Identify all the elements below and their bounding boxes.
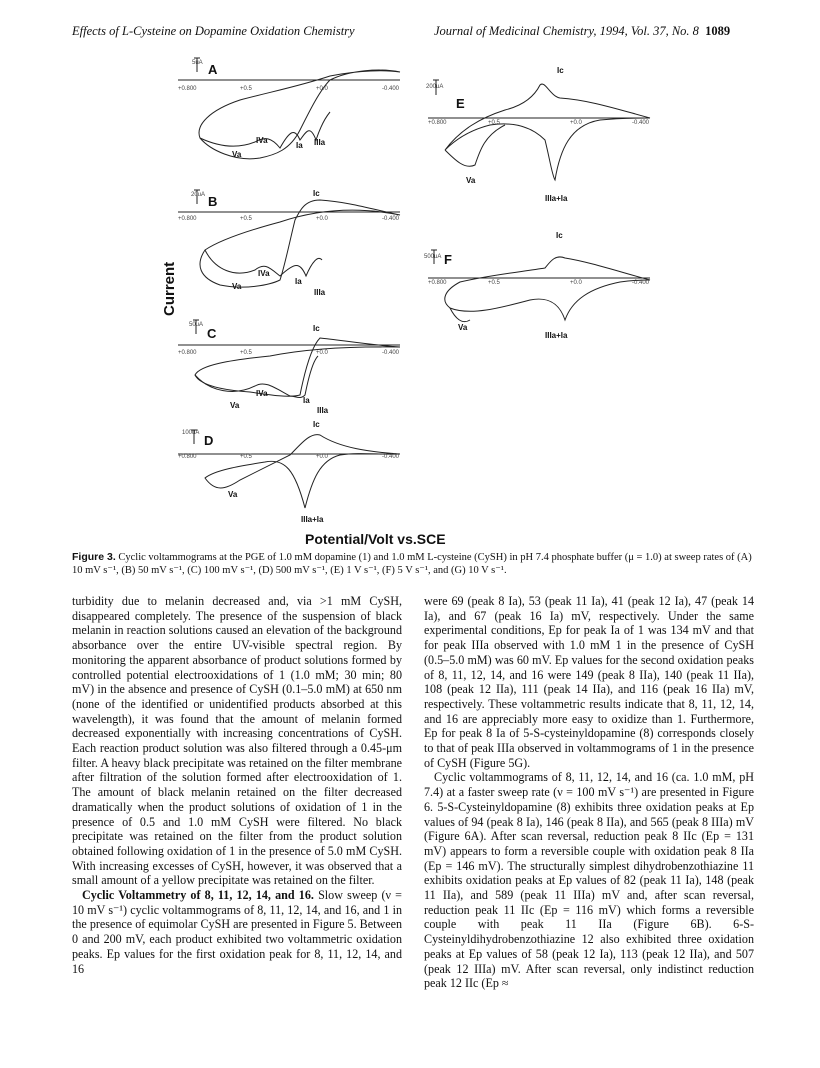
svg-text:C: C (207, 326, 217, 341)
svg-text:+0.0: +0.0 (316, 86, 328, 92)
svg-text:20uA: 20uA (191, 192, 206, 198)
svg-text:Ic: Ic (313, 189, 320, 198)
svg-text:IIIa: IIIa (317, 406, 329, 415)
x-axis-label: Potential/Volt vs.SCE (305, 531, 446, 547)
paragraph: turbidity due to melanin decreased and, via >1 mM CySH, disappeared completely. The presence of the suspension of black melanin in reaction solutions caused an elevation of the background absorbance over the entire UV-visible spectral region. By monitoring the apparent absorbance of product solutions formed by controlled potential electrooxidations of 1 (1.0 mM; 30 min; 80 mV) in the absence and presence of CySH (0.1–5.0 mM) at 650 nm (none of the identified or unidentified products absorbed at this wavelength), it was found that the amount of melanin formed decreased exponentially with increasing concentrations of CySH. Each reaction product solution was also filtered through a 0.45-μm filter. A heavy black precipitate was retained on the filter membrane after filtration of the solution formed after electrooxidation of 1. The amount of black melanin retained on the filter decreased dramatically when the product solutions of oxidation of 1 in the presence of 0.5 and 1.0 mM CySH were filtered. No black precipitate was retained on the filter from the product solution obtained following oxidation of 1 in the presence of 5.0 mM CySH. With increasing excesses of CySH, however, it was observed that a small amount of a yellow precipitate was retained on the filter. (72, 594, 402, 888)
svg-text:IIIa: IIIa (314, 288, 326, 297)
svg-text:+0.0: +0.0 (316, 454, 328, 460)
svg-text:+0.800: +0.800 (428, 120, 447, 126)
body-column-right (424, 594, 754, 991)
svg-text:+0.800: +0.800 (178, 216, 197, 222)
svg-text:+0.800: +0.800 (178, 454, 197, 460)
svg-text:Va: Va (458, 323, 468, 332)
svg-text:+0.5: +0.5 (240, 86, 252, 92)
svg-text:+0.0: +0.0 (316, 350, 328, 356)
running-title: Effects of L-Cysteine on Dopamine Oxidation Chemistry (72, 24, 355, 38)
svg-text:+0.0: +0.0 (570, 120, 582, 126)
svg-text:+0.0: +0.0 (570, 280, 582, 286)
figure-caption: Figure 3. Cyclic voltammograms at the PGE of 1.0 mM dopamine (1) and 1.0 mM L-cysteine (CySH) in pH 7.4 phosphate buffer (μ = 1.0) at sweep rates of (A) 10 mV s⁻¹, (B) 50 mV s⁻¹, (C) 100 mV s⁻¹, (D) 500 mV s⁻¹, (E) 1 V s⁻¹, (F) 5 V s⁻¹, and (G) 10 V s⁻¹. (72, 551, 752, 576)
svg-text:500uA: 500uA (424, 254, 442, 260)
svg-text:F: F (444, 252, 452, 267)
panel-C (178, 338, 400, 398)
svg-text:-0.400: -0.400 (382, 454, 400, 460)
svg-text:Va: Va (466, 176, 476, 185)
svg-text:-0.400: -0.400 (632, 120, 650, 126)
svg-text:Va: Va (228, 490, 238, 499)
svg-text:IIIa+Ia: IIIa+Ia (545, 331, 568, 340)
paragraph: Cyclic Voltammetry of 8, 11, 12, 14, and 16. Slow sweep (ν = 10 mV s⁻¹) cyclic voltammograms of 8, 11, 12, 14, and 16, and 1 in the presence of equimolar CySH are presented in Figure 5. Between 0 and 200 mV, each product exhibited two voltammetric oxidation peaks. Ep values for the first oxidation peak for 8, 11, 12, 14, and 16 (72, 888, 402, 976)
svg-text:100uA: 100uA (182, 430, 200, 436)
svg-text:+0.5: +0.5 (240, 216, 252, 222)
svg-text:Ic: Ic (313, 324, 320, 333)
svg-text:Va: Va (232, 282, 242, 291)
svg-text:Ia: Ia (303, 396, 310, 405)
svg-text:A: A (208, 62, 218, 77)
svg-text:-0.400: -0.400 (382, 350, 400, 356)
svg-text:D: D (204, 433, 214, 448)
svg-text:IVa: IVa (256, 389, 268, 398)
svg-text:B: B (208, 194, 218, 209)
svg-text:-0.400: -0.400 (632, 280, 650, 286)
svg-text:IVa: IVa (258, 269, 270, 278)
svg-text:Ia: Ia (296, 141, 303, 150)
svg-text:200uA: 200uA (426, 84, 444, 90)
svg-text:+0.5: +0.5 (488, 280, 500, 286)
svg-text:-0.400: -0.400 (382, 216, 400, 222)
svg-text:+0.800: +0.800 (178, 350, 197, 356)
svg-text:Ic: Ic (556, 231, 563, 240)
svg-text:+0.800: +0.800 (428, 280, 447, 286)
svg-text:Ia: Ia (295, 277, 302, 286)
svg-text:IIIa: IIIa (314, 138, 326, 147)
panel-A (178, 70, 400, 159)
svg-text:Va: Va (232, 150, 242, 159)
svg-text:+0.5: +0.5 (240, 454, 252, 460)
svg-text:Va: Va (230, 401, 240, 410)
svg-text:+0.5: +0.5 (240, 350, 252, 356)
svg-text:+0.0: +0.0 (316, 216, 328, 222)
page-number: 1089 (705, 24, 731, 38)
svg-text:-0.400: -0.400 (382, 86, 400, 92)
panel-B (178, 200, 400, 287)
svg-text:IVa: IVa (256, 136, 268, 145)
svg-text:+0.800: +0.800 (178, 86, 197, 92)
svg-text:+0.5: +0.5 (488, 120, 500, 126)
svg-text:Ic: Ic (557, 66, 564, 75)
svg-text:Ic: Ic (313, 420, 320, 429)
section-heading: Cyclic Voltammetry of 8, 11, 12, 14, and 16. (82, 888, 314, 903)
body-column-left (72, 594, 402, 976)
panel-F (428, 257, 650, 322)
svg-text:50uA: 50uA (189, 322, 204, 328)
y-axis-label: Current (161, 261, 178, 316)
svg-text:5uA: 5uA (192, 60, 203, 66)
journal-citation: Journal of Medicinal Chemistry, 1994, Vol. 37, No. 8 1089 (434, 24, 731, 38)
paragraph: were 69 (peak 8 Ia), 53 (peak 11 Ia), 41 (peak 12 Ia), 47 (peak 14 Ia), and 67 (peak 16 Ia) mV, respectively. Under the same experimental conditions, Ep for peak Ia of 1 was 134 mV and that for peak IIIa observed with 1.0 mM 1 in the presence of CySH (0.5–5.0 mM) was 60 mV. Ep values for the second oxidation peaks of 8, 11, 12, 14, and 16 were 149 (peak 8 IIa), 140 (peak 11 IIa), 108 (peak 12 IIa), 111 (peak 14 IIa), and 116 (peak 16 IIa) mV, respectively. These voltammetric results indicate that 8, 11, 12, 14, and 16 are appreciably more easy to oxidize than 1. Furthermore, Ep for peak 8 Ia of 5-S-cysteinyldopamine (8) corresponds closely to that of peak IIIa observed in voltammograms of 1 in the presence of CySH (Figure 5G). (424, 594, 754, 770)
svg-text:E: E (456, 96, 465, 111)
svg-text:IIIa+Ia: IIIa+Ia (301, 515, 324, 524)
svg-text:IIIa+Ia: IIIa+Ia (545, 194, 568, 203)
paragraph: Cyclic voltammograms of 8, 11, 12, 14, and 16 (ca. 1.0 mM, pH 7.4) at a faster sweep rate (ν = 100 mV s⁻¹) are presented in Figure 6. 5-S-Cysteinyldopamine (8) exhibits three oxidation peaks at Ep values of 94 (peak 8 Ia), 146 (peak 8 IIa), and 565 (peak 8 IIIa) mV (Figure 6A). After scan reversal, reduction peak 8 IIc (Ep = 131 mV) appears to form a reversible couple with oxidation peak 8 IIa (Ep = 146 mV). The structurally simplest dihydrobenzothiazine 11 exhibits oxidation peaks at Ep values of 82 (peak 11 Ia), 148 (peak 11 IIa), and 589 (peak 11 IIIa) mV and, after scan reversal, reduction peak 11 IIc (Ep = 116 mV) which forms a reversible couple with peak 11 IIa (Figure 6B). 6-S-Cysteinyldihydrobenzothiazine 12 also exhibited three oxidation peaks at Ep values of 58 (peak 12 Ia), 113 (peak 12 IIa), and 507 (peak 12 IIIa) mV. After scan reversal, only indistinct reduction peak 12 IIc (Ep ≈ (424, 770, 754, 991)
